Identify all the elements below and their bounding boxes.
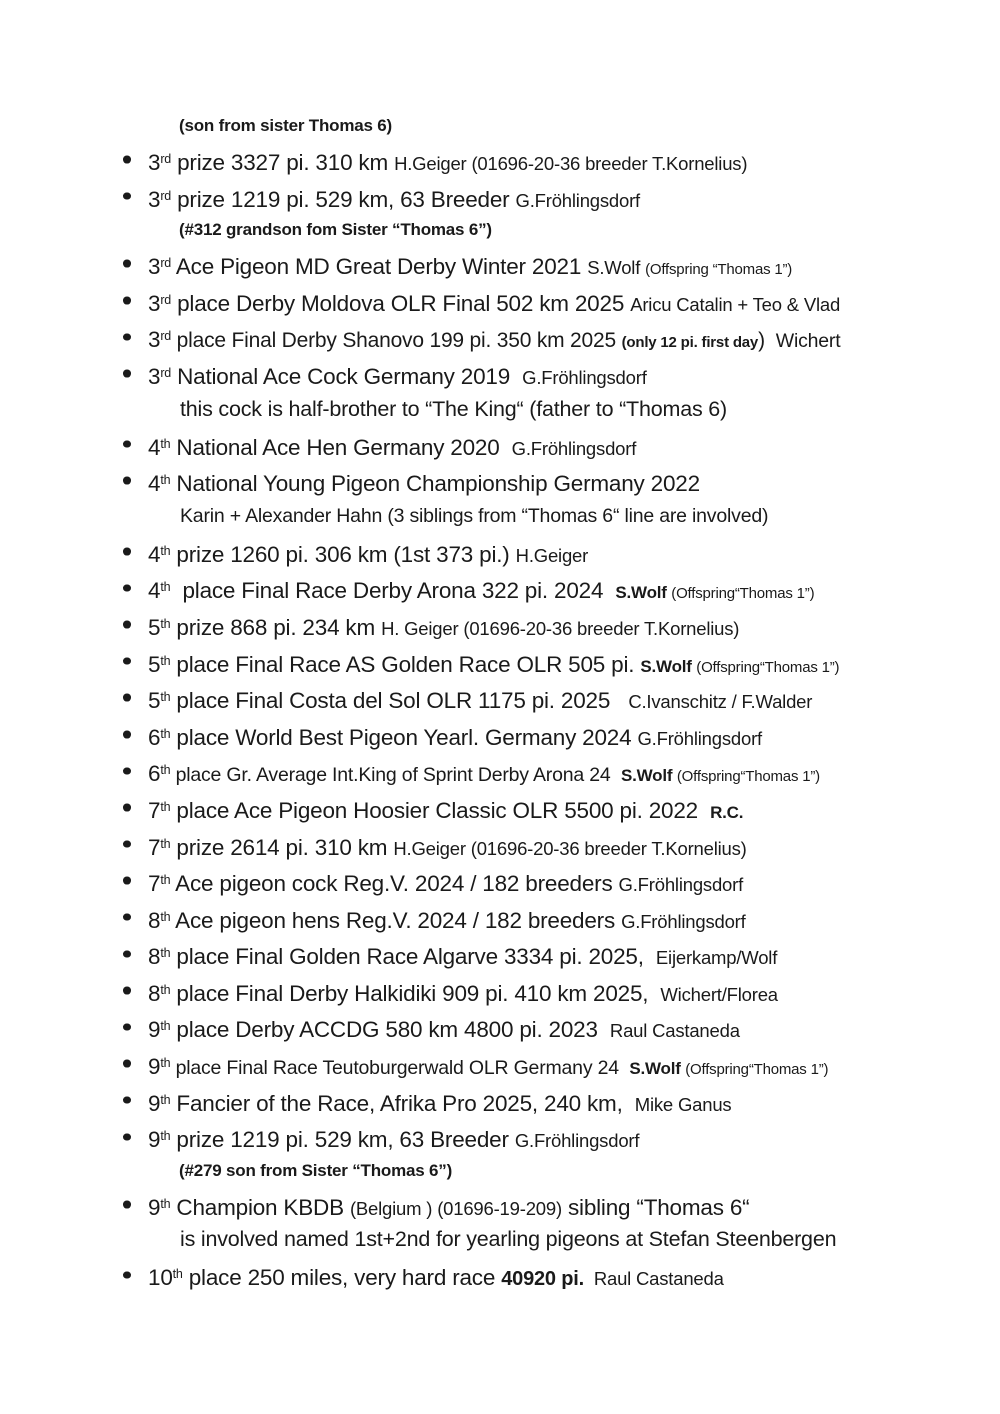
list-item: [0, 1045, 1000, 1082]
list-item: [0, 282, 1000, 319]
text-segment: G.Fröhlingsdorf: [621, 910, 746, 932]
text-segment: 3: [148, 327, 161, 353]
list-subnote: [0, 1222, 1000, 1256]
text-segment: Wichert/Florea: [660, 983, 778, 1005]
text-segment: rd: [160, 292, 172, 307]
text-segment: th: [160, 836, 171, 851]
text-segment: 7: [148, 834, 161, 860]
text-segment: 3: [148, 254, 161, 280]
text-segment: Ace Pigeon MD Great Derby Winter 2021: [171, 254, 588, 280]
text-segment: R.C.: [710, 802, 744, 822]
text-segment: 8: [148, 907, 161, 933]
bullet-icon: [123, 987, 131, 995]
text-segment: 4: [148, 471, 161, 497]
list-item: [0, 1118, 1000, 1155]
text-segment: rd: [160, 152, 172, 166]
text-segment: prize 2614 pi. 310 km: [170, 834, 394, 860]
text-segment: Ace pigeon hens Reg.V. 2024 / 182 breeders: [170, 907, 622, 933]
list-item: [0, 826, 1000, 863]
bullet-icon: [123, 297, 131, 305]
bullet-icon: [123, 192, 131, 200]
text-segment: th: [160, 873, 171, 888]
text-segment: Eijerkamp/Wolf: [655, 947, 778, 969]
text-segment: H. Geiger (01696-20-36 breeder T.Kornelius): [381, 617, 740, 639]
list-item: [0, 355, 1000, 392]
list-item: [0, 972, 1000, 1009]
text-segment: th: [160, 1019, 171, 1034]
text-segment: Karin + Alexander Hahn (3 siblings from “Thomas 6“ line are involved): [180, 504, 769, 527]
text-segment: G.Fröhlingsdorf: [511, 437, 637, 459]
bullet-icon: [123, 1271, 131, 1279]
text-segment: 10: [148, 1265, 173, 1291]
text-segment: rd: [160, 329, 172, 344]
bullet-icon: [123, 731, 131, 739]
text-segment: 40920 pi.: [501, 1268, 584, 1291]
list-item: [0, 716, 1000, 753]
text-segment: place Final Costa del Sol OLR 1175 pi. 2025: [170, 688, 629, 714]
list-item: [0, 1256, 1000, 1293]
text-segment: National Young Pigeon Championship Germany 2022: [170, 471, 700, 497]
text-segment: (Offspring“Thomas 1”): [696, 658, 840, 676]
text-segment: place Final Golden Race Algarve 3334 pi. 2025,: [170, 944, 656, 970]
text-segment: Raul Castaneda: [583, 1268, 724, 1290]
bullet-icon: [123, 440, 131, 448]
text-segment: th: [160, 909, 171, 924]
list-item: [0, 643, 1000, 680]
text-segment: 7: [148, 871, 161, 897]
text-segment: Wichert: [770, 330, 841, 353]
text-segment: place Derby Moldova OLR Final 502 km 2025: [171, 290, 631, 316]
text-segment: S.Wolf: [587, 257, 646, 279]
text-segment: 9: [148, 1054, 161, 1080]
text-segment: Fancier of the Race, Afrika Pro 2025, 240 km,: [170, 1090, 635, 1116]
text-segment: th: [160, 946, 171, 961]
text-segment: S.Wolf: [615, 583, 672, 603]
text-segment: place Final Race Derby Arona 322 pi. 2024: [170, 578, 616, 604]
text-segment: th: [160, 473, 171, 488]
text-segment: Champion KBDB: [170, 1194, 350, 1220]
text-segment: H.Geiger: [515, 544, 589, 566]
bullet-icon: [123, 657, 131, 665]
list-item: [0, 426, 1000, 463]
text-segment: G.Fröhlingsdorf: [637, 727, 762, 749]
text-segment: rd: [160, 188, 172, 203]
text-segment: National Ace Hen Germany 2020: [170, 434, 512, 460]
text-segment: th: [160, 982, 171, 997]
bullet-icon: [123, 1060, 131, 1068]
text-segment: place Final Race AS Golden Race OLR 505 pi.: [170, 651, 641, 677]
text-segment: 4: [148, 434, 161, 460]
list-item: [0, 178, 1000, 215]
text-segment: prize 1219 pi. 529 km, 63 Breeder: [171, 186, 516, 212]
bullet-icon: [123, 548, 131, 556]
text-segment: 6: [148, 724, 161, 750]
list-item: [0, 679, 1000, 716]
text-segment: G.Fröhlingsdorf: [522, 366, 647, 388]
bullet-icon: [123, 370, 131, 378]
list-item: [0, 1186, 1000, 1223]
text-segment: 3: [148, 363, 161, 389]
text-segment: th: [160, 799, 171, 814]
list-item: [0, 245, 1000, 282]
bullet-icon: [123, 1133, 131, 1141]
text-segment: G.Fröhlingsdorf: [618, 874, 744, 896]
text-segment: G.Fröhlingsdorf: [515, 189, 640, 211]
text-segment: (#279 son from Sister “Thomas 6”): [179, 1160, 453, 1180]
text-segment: th: [160, 543, 171, 558]
text-segment: th: [160, 616, 171, 631]
text-segment: th: [160, 653, 171, 668]
text-segment: G.Fröhlingsdorf: [514, 1130, 640, 1152]
text-segment: 5: [148, 651, 161, 677]
text-segment: rd: [160, 365, 172, 380]
text-segment: rd: [160, 256, 172, 271]
text-segment: S.Wolf: [620, 766, 677, 786]
text-segment: Raul Castaneda: [609, 1020, 740, 1042]
text-segment: 5: [148, 688, 161, 714]
bullet-icon: [123, 767, 131, 775]
list-item: [0, 752, 1000, 789]
text-segment: is involved named 1st+2nd for yearling pigeons at Stefan Steenbergen: [180, 1227, 837, 1252]
text-segment: place Final Race Teutoburgerwald OLR Germany 24: [170, 1057, 630, 1080]
bullet-icon: [123, 477, 131, 485]
text-segment: th: [160, 763, 171, 778]
text-segment: Mike Ganus: [634, 1093, 732, 1115]
achievement-list: [0, 110, 1000, 1293]
list-item: [0, 606, 1000, 643]
bullet-icon: [123, 694, 131, 702]
text-segment: Aricu Catalin + Teo & Vlad: [630, 293, 841, 315]
list-item: [0, 935, 1000, 972]
text-segment: (Offspring “Thomas 1”): [645, 261, 793, 279]
text-segment: prize 868 pi. 234 km: [170, 614, 382, 640]
list-subnote: [0, 214, 1000, 245]
text-segment: 9: [148, 1090, 161, 1116]
list-item: [0, 462, 1000, 499]
bullet-icon: [123, 804, 131, 812]
text-segment: National Ace Cock Germany 2019: [171, 363, 523, 389]
text-segment: ): [758, 329, 771, 353]
text-segment: place 250 miles, very hard race: [182, 1265, 502, 1291]
text-segment: (only 12 pi. first day: [621, 334, 759, 352]
bullet-icon: [123, 914, 131, 922]
bullet-icon: [123, 260, 131, 268]
text-segment: place Final Derby Shanovo 199 pi. 350 km 2025: [171, 329, 622, 353]
text-segment: place Derby ACCDG 580 km 4800 pi. 2023: [170, 1017, 610, 1043]
bullet-icon: [123, 584, 131, 592]
bullet-icon: [123, 333, 131, 341]
bullet-icon: [123, 1023, 131, 1031]
text-segment: 8: [148, 944, 161, 970]
list-subnote: [0, 499, 1000, 533]
text-segment: sibling “Thomas 6“: [561, 1194, 750, 1220]
text-segment: (Offspring“Thomas 1”): [685, 1061, 829, 1079]
text-segment: 3: [148, 186, 161, 212]
text-segment: (son from sister Thomas 6): [179, 116, 393, 135]
list-item: [0, 141, 1000, 178]
text-segment: th: [160, 1092, 171, 1107]
text-segment: 5: [148, 614, 161, 640]
list-item: [0, 318, 1000, 355]
bullet-icon: [123, 156, 131, 164]
text-segment: 3: [148, 290, 161, 316]
list-item: [0, 1082, 1000, 1119]
list-item: [0, 899, 1000, 936]
text-segment: th: [160, 580, 171, 595]
text-segment: place Final Derby Halkidiki 909 pi. 410 km 2025,: [170, 980, 661, 1006]
text-segment: th: [160, 726, 171, 741]
list-subnote: [0, 110, 1000, 141]
list-subnote: [0, 392, 1000, 426]
text-segment: prize 3327 pi. 310 km: [171, 150, 395, 175]
text-segment: 9: [148, 1194, 161, 1220]
text-segment: 3: [148, 150, 161, 175]
text-segment: this cock is half-brother to “The King“ (father to “Thomas 6): [180, 396, 728, 421]
list-subnote: [0, 1155, 1000, 1186]
text-segment: th: [160, 690, 171, 705]
text-segment: th: [160, 1196, 171, 1211]
text-segment: prize 1219 pi. 529 km, 63 Breeder: [170, 1127, 515, 1153]
text-segment: 9: [148, 1127, 161, 1153]
list-item: [0, 569, 1000, 606]
text-segment: (#312 grandson fom Sister “Thomas 6”): [179, 220, 492, 240]
text-segment: H.Geiger (01696-20-36 breeder T.Kornelius): [393, 837, 747, 859]
text-segment: prize 1260 pi. 306 km (1st 373 pi.): [170, 541, 516, 567]
text-segment: 4: [148, 541, 161, 567]
text-segment: 6: [148, 761, 161, 787]
text-segment: place Gr. Average Int.King of Sprint Derby Arona 24: [170, 764, 621, 787]
bullet-icon: [123, 877, 131, 885]
text-segment: C.Ivanschitz / F.Walder: [628, 691, 813, 713]
list-item: [0, 1008, 1000, 1045]
text-segment: th: [160, 436, 171, 451]
text-segment: (Belgium ) (01696-19-209): [349, 1197, 562, 1219]
text-segment: 7: [148, 797, 161, 823]
text-segment: 9: [148, 1017, 161, 1043]
list-item: [0, 862, 1000, 899]
list-item: [0, 789, 1000, 826]
bullet-icon: [123, 1097, 131, 1105]
bullet-icon: [123, 840, 131, 848]
text-segment: S.Wolf: [629, 1059, 686, 1079]
text-segment: Ace pigeon cock Reg.V. 2024 / 182 breeders: [170, 871, 619, 897]
text-segment: place World Best Pigeon Yearl. Germany 2024: [170, 724, 638, 750]
text-segment: (Offspring“Thomas 1”): [676, 768, 820, 786]
text-segment: (Offspring“Thomas 1”): [671, 585, 815, 603]
text-segment: th: [160, 1056, 171, 1071]
list-item: [0, 533, 1000, 570]
text-segment: 4: [148, 578, 161, 604]
text-segment: place Ace Pigeon Hoosier Classic OLR 5500 pi. 2022: [170, 797, 711, 823]
bullet-icon: [123, 950, 131, 958]
text-segment: 8: [148, 980, 161, 1006]
text-segment: th: [172, 1267, 183, 1282]
text-segment: H.Geiger (01696-20-36 breeder T.Kornelius): [394, 153, 748, 174]
bullet-icon: [123, 1201, 131, 1209]
bullet-icon: [123, 621, 131, 629]
text-segment: th: [160, 1129, 171, 1144]
text-segment: S.Wolf: [640, 656, 697, 676]
